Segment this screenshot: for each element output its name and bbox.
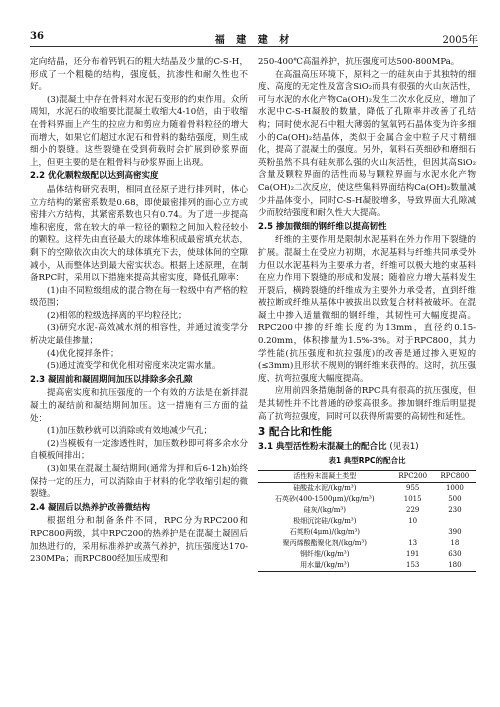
section-heading-2-2: 2.2 优化颗粒级配以达到高密实度 bbox=[30, 171, 159, 182]
table-cell: 用水量/(kg/m³) bbox=[258, 560, 392, 572]
table-cell: 230 bbox=[448, 506, 462, 514]
table-row bbox=[258, 505, 476, 516]
journal-title: 福 建 建 材 bbox=[214, 35, 294, 46]
table-cell: 极细沉淀硅/(kg/m³) bbox=[293, 517, 357, 525]
table-cell: 硅灰/(kg/m³) bbox=[303, 506, 346, 514]
table-cell: 1015 bbox=[403, 495, 422, 503]
table-cell: 390 bbox=[448, 528, 462, 536]
table-header-row bbox=[258, 471, 476, 483]
table-cell: 18 bbox=[450, 539, 460, 547]
table-cell: 229 bbox=[406, 506, 420, 514]
table-cell: 10 bbox=[408, 517, 418, 525]
paragraph: 定向结晶，还分布着钙钒石的粗大结晶及少量的C-S-H，形成了一个粗糙的结构，强度低，抗渗性和耐久性也不好。 bbox=[30, 57, 248, 93]
table-cell: 955 bbox=[406, 484, 420, 492]
page-header bbox=[30, 30, 478, 47]
table-cell: 钢纤维/(kg/m³) bbox=[300, 550, 350, 558]
table-cell: 1000 bbox=[445, 484, 464, 492]
paragraph: 应用前四条措施制备的RPC具有很高的抗压强度，但是其韧性并不比普通的砂浆高很多。掺加钢纤维后明显提高了抗弯拉强度，同时可以获得所需要的高韧性和延性。 bbox=[258, 386, 476, 422]
paragraph: 纤维的主要作用是限制水泥基料在外力作用下裂缝的扩展。混凝土在受应力初期，水泥基料与纤维共同承受外力但以水泥基料为主要承力者，纤维可以极大地约束基料在应力作用下裂缝的形成和发展；随着应力增大基料发生开裂后，横跨裂缝的纤维成为主要外力承受者，直到纤维被拉断或纤维从基体中被拔出以致复合材料被破坏。在混凝土中掺入适量微细的钢纤维，其韧性可大幅度提高。RPC200中掺的纤维长度约为13mm，直径约0.15-0.20mm，体积掺量为1.5%-3%。对于RPC800，其力学性能(抗压强度和抗拉强度)的改善是通过掺入更短的(≤3mm)且形状不规则的钢纤维来获得的。这时，抗压强度、抗弯拉强度大幅度提高。 bbox=[258, 235, 476, 384]
column-header: 活性粉末混凝土类型 bbox=[258, 471, 392, 483]
list-item: (3)研究水泥-高效减水剂的相容性，并通过流变学分析决定最佳掺量； bbox=[30, 323, 248, 347]
paragraph: 根据组分和制备条件不同，RPC分为RPC200和RPC800两级，其中RPC200的热养护是在混凝土凝固后加热进行的，采用标准养护或蒸气养护，抗压强度达170-230MPa；而RPC800经加压成型和 bbox=[30, 516, 248, 565]
list-item: (3)如果在混凝土凝结期间(通常为拌和后6-12h)始终保持一定的压力，可以消除由于材料的化学收缩引起的微裂缝。 bbox=[30, 464, 248, 500]
table-row bbox=[258, 538, 476, 549]
section-heading-2-3: 2.3 凝固前和凝固期间加压以排除多余孔隙 bbox=[30, 374, 193, 385]
paragraph: 在高温高压环境下，原料之一的硅灰由于其独特的细度、高度的无定性及富含SiO₂而具有很强的火山灰活性，可与水泥的水化产物Ca(OH)₂发生二次水化反应，增加了水泥中C-S-H凝胶的数量，降低了孔隙率并改善了孔结构；同时使水泥石中粗大薄弱的氢氧钙石晶体变为许多细小的Ca(OH)₂结晶体，类似于金属合金中粒子尺寸精细化，提高了混凝土的强度。另外，氧料石英细砂和磨细石英粉虽然不具有硅灰那么强的火山灰活性，但因其高SiO₂含量及颗粒界面的活性而易与颗粒界面与水泥水化产物Ca(OH)₂二次反应，使这些集料界面结构Ca(OH)₂数量减少并晶体变小，同时C-S-H凝胶增多，导致界面大孔隙减少而胶结强度和耐久性大大提高。 bbox=[258, 69, 476, 219]
column-header: RPC200 bbox=[392, 471, 434, 483]
table-cell: 180 bbox=[434, 560, 476, 572]
list-item: (4)优化搅拌条件； bbox=[47, 348, 119, 359]
left-column bbox=[30, 56, 248, 566]
paragraph: 提高密实度和抗压强度的一个有效的方法是在新拌混凝土的凝结前和凝结期间加压。这一措施有三方面的益处： bbox=[30, 388, 248, 424]
table-row bbox=[258, 494, 476, 505]
mix-proportion-table bbox=[258, 470, 476, 572]
table-cell: 191 bbox=[406, 550, 420, 558]
list-item: (2)相邻的粒级选择离的平均粒径比； bbox=[47, 310, 187, 321]
heading-text: 3.1 典型活性粉末混凝土的配合比 bbox=[258, 441, 387, 452]
page-number: 36 bbox=[30, 31, 44, 42]
table-cell: 500 bbox=[448, 495, 462, 503]
right-column bbox=[258, 56, 476, 572]
paragraph: 晶体结构研究表明，相同直径原子进行排列时，体心立方结构的紧密系数是0.68，即使最密排列的面心立方或密排六方结构，其紧密系数也只有0.74。为了进一步提高堆积密度，常在较大的单一粒径的颗粒之间加入粒径较小的颗粒。这样先由直径最大的球体堆积成最密填充状态，剩下的空隙依次由次大的球体填充下去，使球体间的空隙减小，从而整体达到最大密实状态。根据上述原理，在制备RPC时，采用以下措施来提高其密实度，降低孔隙率： bbox=[30, 184, 248, 284]
section-heading-3-1 bbox=[258, 441, 476, 454]
table-caption: 表1 典型RPC的配合比 bbox=[328, 456, 406, 466]
table-row bbox=[258, 549, 476, 560]
table-row bbox=[258, 560, 476, 572]
column-header: RPC800 bbox=[434, 471, 476, 483]
section-heading-2-4: 2.4 凝固后以热养护改善微结构 bbox=[30, 502, 151, 513]
table-cell: 硅酸盐水泥/(kg/m³) bbox=[293, 484, 357, 492]
table-cell: 石英粉(4μm)/(kg/m³) bbox=[289, 528, 361, 536]
table-cell bbox=[392, 527, 434, 538]
section-heading-2-5: 2.5 掺加微细的钢纤维以提高韧性 bbox=[258, 221, 387, 232]
table-cell: 聚丙烯酸酯聚化剂/(kg/m³) bbox=[282, 539, 367, 547]
table-cell: 630 bbox=[448, 550, 462, 558]
list-item: (2)当模板有一定渗透性时，加压数秒即可将多余水分自模板间排出； bbox=[30, 438, 248, 462]
table-cell: 153 bbox=[392, 560, 434, 572]
paragraph: 250-400℃高温养护，抗压强度可达500-800MPa。 bbox=[258, 57, 460, 67]
list-item: (1)加压数秒就可以消除或有效地减少气孔； bbox=[47, 426, 213, 437]
table-cell: 石英砂(400-1500μm)/(kg/m³) bbox=[275, 495, 375, 503]
table-cell: 13 bbox=[408, 539, 418, 547]
table-row bbox=[258, 527, 476, 538]
paragraph: (3)混凝土中存在骨料对水泥石变形的约束作用。众所周知，水泥石的收缩要比混凝土收缩大4-10倍，由于收缩在骨料界面上产生的拉应力和剪应力随着骨料粒径的增大而增大，如果它们超过水泥石和骨料的黏结强度，则生成细小的裂缝。这些裂缝在受到荷载时会扩展到砂浆界面上，但更主要的是在粗骨料与砂浆界面上出现。 bbox=[30, 94, 248, 168]
issue-year: 2005年 bbox=[442, 35, 478, 46]
heading-note: (见表1) bbox=[389, 441, 419, 452]
table-cell bbox=[434, 516, 476, 527]
table-row bbox=[258, 516, 476, 527]
list-item: (5)通过流变学和优化相对密度来决定需水量。 bbox=[47, 361, 221, 372]
list-item: (1)由不同粒级组成的混合物在每一粒级中有严格的粒级范围； bbox=[30, 285, 248, 309]
section-heading-3: 3 配合比和性能 bbox=[258, 426, 332, 439]
table-row bbox=[258, 483, 476, 495]
